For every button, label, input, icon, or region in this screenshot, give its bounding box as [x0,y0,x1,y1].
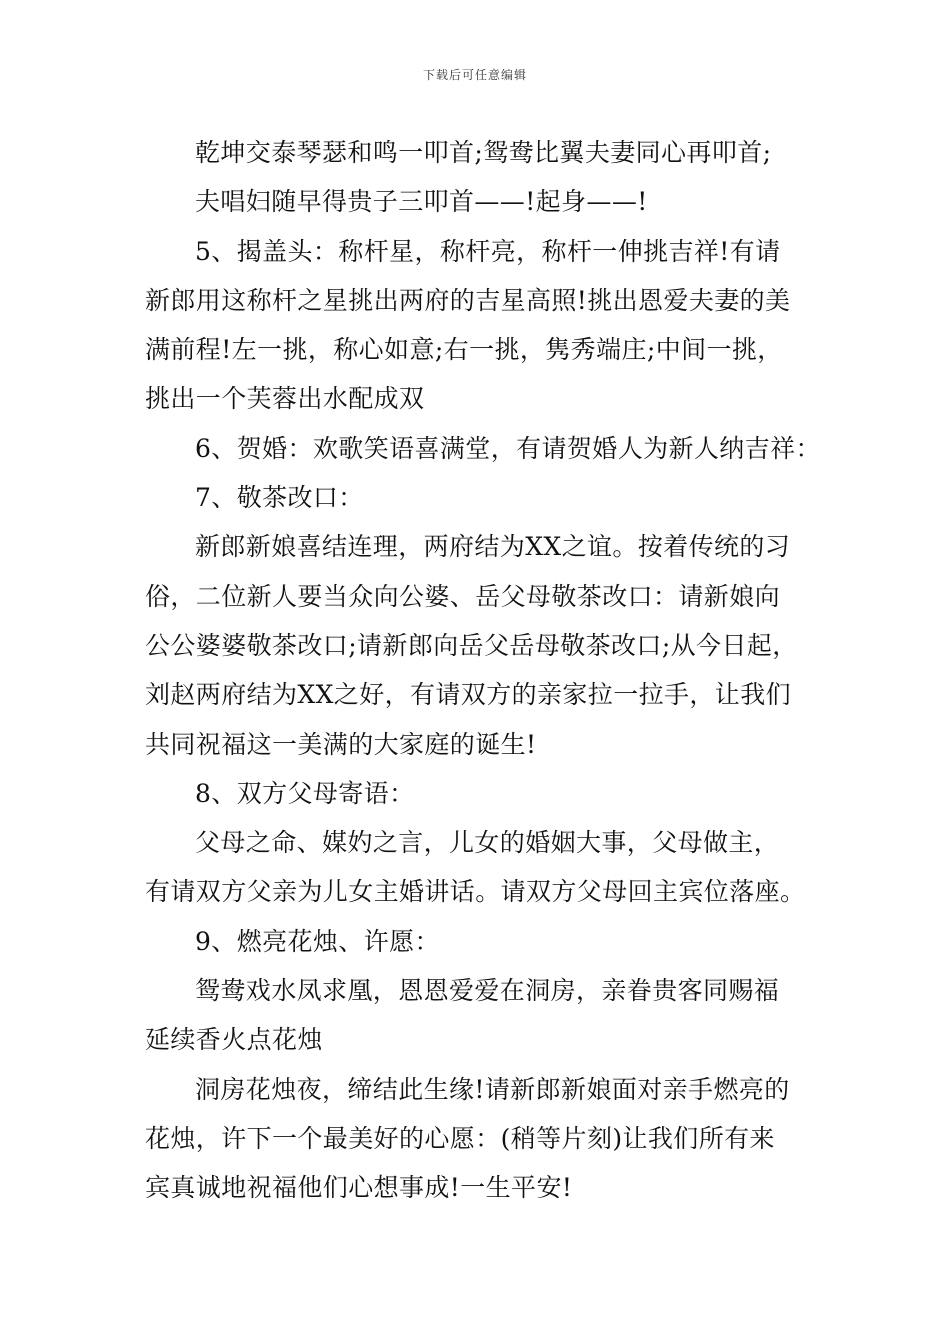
text-line: 延续香火点花烛 [145,1025,323,1055]
text-line: 父母之命、媒妁之言，儿女的婚姻大事，父母做主， [195,828,780,858]
text-line: 公公婆婆敬茶改口;请新郎向岳父岳母敬茶改口;从今日起， [145,630,798,660]
text-line: 刘赵两府结为XX之好，有请双方的亲家拉一拉手，让我们 [145,680,791,710]
text-line: 共同祝福这一美满的大家庭的诞生! [145,729,537,759]
text-line: 新郎用这称杆之星挑出两府的吉星高照!挑出恩爱夫妻的美 [145,285,791,315]
text-line: 新郎新娘喜结连理，两府结为XX之谊。按着传统的习 [195,532,791,562]
text-line: 俗，二位新人要当众向公婆、岳父母敬茶改口：请新娘向 [145,581,781,611]
document-body [145,128,825,1213]
text-line: 洞房花烛夜，缔结此生缘!请新郎新娘面对亲手燃亮的 [195,1074,790,1104]
text-line: 花烛，许下一个最美好的心愿：(稍等片刻)让我们所有来 [145,1123,775,1153]
text-line: 9、燃亮花烛、许愿： [195,926,440,956]
text-line: 挑出一个芙蓉出水配成双 [145,384,425,414]
text-line: 宾真诚地祝福他们心想事成!一生平安! [145,1173,573,1203]
text-line: 6、贺婚：欢歌笑语喜满堂，有请贺婚人为新人纳吉祥： [195,433,821,463]
text-line: 满前程!左一挑，称心如意;右一挑，隽秀端庄;中间一挑， [145,335,783,365]
text-line: 有请双方父亲为儿女主婚讲话。请双方父母回主宾位落座。 [145,877,806,907]
text-line: 8、双方父母寄语： [195,778,415,808]
text-line: 鸳鸯戏水凤求凰，恩恩爱爱在洞房，亲眷贵客同赐福 [195,976,780,1006]
page-header-note: 下载后可任意编辑 [422,68,527,82]
text-line: 7、敬茶改口： [195,483,364,513]
text-line: 夫唱妇随早得贵子三叩首——!起身——! [195,187,648,217]
text-line: 5、揭盖头：称杆星，称杆亮，称杆一伸挑吉祥!有请 [195,236,781,266]
text-line: 乾坤交泰琴瑟和鸣一叩首;鸳鸯比翼夫妻同心再叩首; [195,138,772,167]
